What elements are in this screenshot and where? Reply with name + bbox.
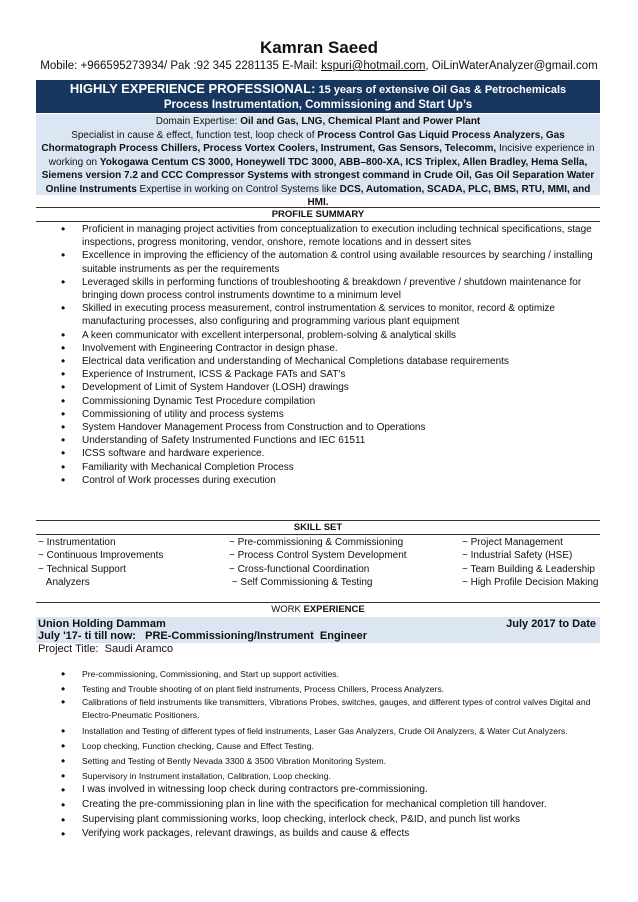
skill-set-title: SKILL SET	[293, 522, 343, 533]
list-item: • Excellence in improving the efficiency of the automation & control using available resources by searching / installing suitable instruments as per the requirements	[58, 249, 598, 275]
email-separator: ,	[425, 60, 432, 72]
skill-item: ~ Cross-functional Coordination	[229, 563, 370, 575]
list-item: • Skilled in executing process measurement, control instrumentation & services to monitor, record & optimize manufacturing processes, also configuring and programming various plant equipment	[58, 302, 598, 328]
headline-title: HIGHLY EXPERIENCE PROFESSIONAL:	[69, 81, 316, 96]
list-item: • Experience of Instrument, ICSS & Package FATs and SAT's	[58, 368, 598, 381]
list-item: • Supervisory in Instrument installation, Calibration, Loop checking.	[58, 769, 598, 784]
list-item: • A keen communicator with excellent interpersonal, problem-solving & analytical skills	[58, 329, 598, 342]
experience-duties-list	[58, 667, 598, 842]
list-item: • ICSS software and hardware experience.	[58, 447, 598, 460]
specialist-bold-1: Process Control Gas Liquid Process Analyzers, Gas Chormatograph Process Chillers, Process Vortex Coolers, Instrument, Gas Sensors, Telecomm,	[41, 129, 565, 154]
list-item: • Electrical data verification and understanding of Mechanical Completions database requirements	[58, 355, 598, 368]
skill-item: ~ Continuous Improvements	[38, 550, 164, 562]
project-title: Project Title: Saudi Aramco	[38, 643, 174, 655]
contact-phones: Mobile: +966595273934/ Pak :92 345 2281135 E-Mail:	[40, 60, 322, 72]
work-experience-title: EXPERIENCE	[303, 604, 365, 615]
job-dates: July 2017 to Date	[506, 618, 596, 630]
list-item: • System Handover Management Process from Construction and to Operations	[58, 421, 598, 434]
list-item: • Control of Work processes during execution	[58, 474, 598, 487]
skill-item: ~ Industrial Safety (HSE)	[462, 550, 573, 562]
profile-summary-heading	[36, 207, 600, 222]
skill-item: ~ Team Building & Leadership	[462, 563, 595, 575]
headline-title-line	[36, 80, 600, 98]
skill-item: ~ High Profile Decision Making	[462, 577, 599, 589]
work-experience-heading	[36, 602, 600, 617]
list-item: • Leveraged skills in performing functions of troubleshooting & breakdown / preventive / shutdown maintenance for bringing down process control instruments downtime to a minimum level	[58, 276, 598, 302]
company-name: Union Holding Dammam	[38, 618, 166, 630]
headline-banner	[36, 80, 600, 113]
skill-set-heading	[36, 520, 600, 535]
work-experience-prefix: WORK	[271, 604, 304, 615]
skill-item: ~ Instrumentation	[38, 537, 116, 548]
specialist-mid: Incisive experience in working on	[48, 143, 595, 168]
profile-summary-list	[58, 223, 598, 487]
domain-value: Oil and Gas, LNG, Chemical Plant and Power Plant	[240, 116, 481, 127]
list-item: • Verifying work packages, relevant drawings, as builds and cause & effects	[58, 827, 598, 842]
email-link-primary[interactable]: kspuri@hotmail.com	[321, 60, 426, 72]
list-item: • Supervising plant commissioning works, loop checking, interlock check, P&ID, and punch list works	[58, 813, 598, 828]
list-item: • Commissioning Dynamic Test Procedure compilation	[58, 395, 598, 408]
list-item: • I was involved in witnessing loop check during contractors pre-commissioning.	[58, 783, 598, 798]
headline-subtitle: Process Instrumentation, Commissioning and Start Up’s	[163, 99, 473, 111]
profile-summary-title: PROFILE SUMMARY	[271, 209, 365, 220]
specialist-prefix: Specialist in cause & effect, function test, loop check of	[71, 129, 318, 141]
specialist-paragraph	[36, 129, 600, 210]
candidate-name: Kamran Saeed	[259, 38, 379, 57]
list-item: • Creating the pre-commissioning plan in line with the specification for mechanical completion till handover.	[58, 798, 598, 813]
skill-column-1	[38, 536, 163, 590]
job-role: July '17- ti till now: PRE-Commissioning/Instrument Engineer	[38, 630, 367, 642]
specialist-mid-2: Expertise in working on Control Systems like	[136, 183, 340, 195]
list-item: • Loop checking, Function checking, Cause and Effect Testing.	[58, 739, 598, 754]
list-item: • Involvement with Engineering Contractor in design phase.	[58, 342, 598, 355]
headline-title-sub: 15 years of extensive Oil Gas & Petrochemicals	[315, 84, 567, 96]
skill-item: ~ Process Control System Development	[229, 550, 407, 562]
contact-line	[0, 60, 638, 72]
list-item: • Familiarity with Mechanical Completion Process	[58, 461, 598, 474]
list-item: • Setting and Testing of Bently Nevada 3300 & 3500 Vibration Monitoring System.	[58, 754, 598, 769]
list-item: • Pre-commissioning, Commissioning, and Start up support activities.	[58, 667, 598, 682]
domain-label: Domain Expertise:	[155, 116, 241, 127]
skill-item: ~ Self Commissioning & Testing	[229, 577, 373, 589]
skill-item: ~ Pre-commissioning & Commissioning	[229, 537, 404, 548]
list-item: • Development of Limit of System Handover (LOSH) drawings	[58, 381, 598, 394]
list-item: • Calibrations of field instruments like transmitters, Vibrations Probes, switches, gauges, and different types of control valves Digital and Electro-Pneumatic Positioners.	[58, 696, 598, 724]
list-item: • Proficient in managing project activities from conceptualization to execution including technical specifications, stage inspections, progress monitoring, vendor, onshore, remote locations and in dessert sites	[58, 223, 598, 249]
expertise-box	[36, 114, 600, 208]
skill-column-2	[229, 536, 407, 590]
skill-item: ~ Project Management	[462, 537, 563, 548]
email-secondary: OiLinWaterAnalyzer@gmail.com	[431, 60, 598, 72]
list-item: • Testing and Trouble shooting of on plant field instruments, Process Chillers, Process Analyzers.	[58, 682, 598, 697]
skill-item: Analyzers	[38, 577, 90, 589]
domain-expertise	[36, 115, 600, 129]
list-item: • Understanding of Safety Instrumented Functions and IEC 61511	[58, 434, 598, 447]
list-item: • Installation and Testing of different types of field instruments, Laser Gas Analyzers, Crude Oil Analyzers, & Water Cut Analyzers.	[58, 724, 598, 739]
job-company-row	[38, 618, 596, 630]
skill-column-3	[462, 536, 598, 590]
specialist-bold-2: Yokogawa Centum CS 3000, Honeywell TDC 3000, ABB–800-XA, ICS Triplex, Allen Bradley, Hema Sella, Siemens version 7.2 and CCC Compressor Systems with strongest command in Crude Oil, Gas Oil Separation Water Online Instruments	[41, 156, 595, 195]
skill-item: ~ Technical Support	[38, 563, 126, 575]
list-item: • Commissioning of utility and process systems	[58, 408, 598, 421]
specialist-bold-3: DCS, Automation, SCADA, PLC, BMS, RTU, MMI, and HMI.	[307, 183, 591, 208]
